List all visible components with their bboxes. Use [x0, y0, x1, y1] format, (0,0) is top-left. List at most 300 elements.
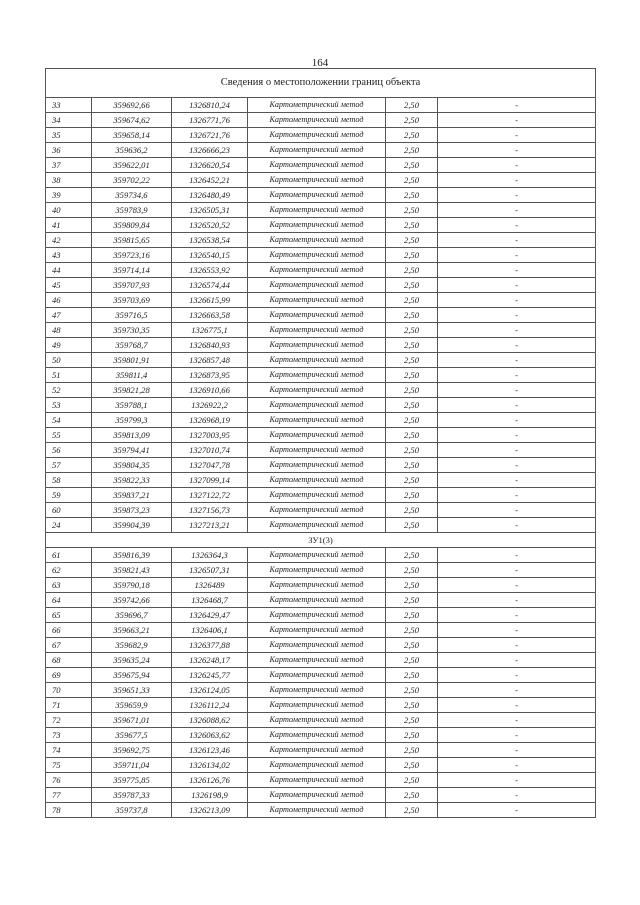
table-row: [46, 758, 596, 773]
x-coordinate: 359659,9: [92, 698, 172, 713]
accuracy-cell: 2,50: [386, 458, 438, 473]
table-row: [46, 173, 596, 188]
x-coordinate: 359790,18: [92, 578, 172, 593]
coordinates-table: [45, 68, 596, 818]
x-coordinate: 359663,21: [92, 623, 172, 638]
point-number: 43: [46, 248, 92, 263]
point-number: 42: [46, 233, 92, 248]
point-number: 70: [46, 683, 92, 698]
accuracy-cell: 2,50: [386, 113, 438, 128]
description-cell: -: [438, 203, 596, 218]
description-cell: -: [438, 488, 596, 503]
accuracy-cell: 2,50: [386, 593, 438, 608]
method-cell: Картометрический метод: [248, 143, 386, 158]
description-cell: -: [438, 173, 596, 188]
accuracy-cell: 2,50: [386, 548, 438, 563]
description-cell: -: [438, 398, 596, 413]
description-cell: -: [438, 503, 596, 518]
accuracy-cell: 2,50: [386, 338, 438, 353]
description-cell: -: [438, 713, 596, 728]
point-number: 39: [46, 188, 92, 203]
y-coordinate: 1326666,23: [172, 143, 248, 158]
description-cell: -: [438, 113, 596, 128]
table-row: [46, 698, 596, 713]
method-cell: Картометрический метод: [248, 563, 386, 578]
point-number: 49: [46, 338, 92, 353]
y-coordinate: 1326088,62: [172, 713, 248, 728]
y-coordinate: 1326910,66: [172, 383, 248, 398]
point-number: 36: [46, 143, 92, 158]
x-coordinate: 359723,16: [92, 248, 172, 263]
method-cell: Картометрический метод: [248, 608, 386, 623]
method-cell: Картометрический метод: [248, 293, 386, 308]
x-coordinate: 359702,22: [92, 173, 172, 188]
y-coordinate: 1326429,47: [172, 608, 248, 623]
accuracy-cell: 2,50: [386, 563, 438, 578]
description-cell: -: [438, 323, 596, 338]
description-cell: -: [438, 383, 596, 398]
y-coordinate: 1326480,49: [172, 188, 248, 203]
x-coordinate: 359804,35: [92, 458, 172, 473]
point-number: 24: [46, 518, 92, 533]
x-coordinate: 359788,1: [92, 398, 172, 413]
x-coordinate: 359742,66: [92, 593, 172, 608]
point-number: 55: [46, 428, 92, 443]
y-coordinate: 1326406,1: [172, 623, 248, 638]
x-coordinate: 359622,01: [92, 158, 172, 173]
description-cell: -: [438, 728, 596, 743]
accuracy-cell: 2,50: [386, 608, 438, 623]
y-coordinate: 1326468,7: [172, 593, 248, 608]
table-row: [46, 473, 596, 488]
y-coordinate: 1327213,21: [172, 518, 248, 533]
description-cell: -: [438, 413, 596, 428]
y-coordinate: 1326615,99: [172, 293, 248, 308]
point-number: 58: [46, 473, 92, 488]
accuracy-cell: 2,50: [386, 758, 438, 773]
y-coordinate: 1326540,15: [172, 248, 248, 263]
y-coordinate: 1326771,76: [172, 113, 248, 128]
y-coordinate: 1326134,02: [172, 758, 248, 773]
table-row: [46, 773, 596, 788]
x-coordinate: 359674,62: [92, 113, 172, 128]
point-number: 67: [46, 638, 92, 653]
point-number: 41: [46, 218, 92, 233]
accuracy-cell: 2,50: [386, 503, 438, 518]
method-cell: Картометрический метод: [248, 443, 386, 458]
x-coordinate: 359801,91: [92, 353, 172, 368]
accuracy-cell: 2,50: [386, 218, 438, 233]
y-coordinate: 1326505,31: [172, 203, 248, 218]
method-cell: Картометрический метод: [248, 248, 386, 263]
table-row: [46, 338, 596, 353]
point-number: 65: [46, 608, 92, 623]
x-coordinate: 359794,41: [92, 443, 172, 458]
table-row: [46, 233, 596, 248]
point-number: 50: [46, 353, 92, 368]
description-cell: -: [438, 608, 596, 623]
x-coordinate: 359677,5: [92, 728, 172, 743]
method-cell: Картометрический метод: [248, 758, 386, 773]
accuracy-cell: 2,50: [386, 278, 438, 293]
description-cell: -: [438, 518, 596, 533]
method-cell: Картометрический метод: [248, 323, 386, 338]
method-cell: Картометрический метод: [248, 728, 386, 743]
point-number: 47: [46, 308, 92, 323]
accuracy-cell: 2,50: [386, 728, 438, 743]
method-cell: Картометрический метод: [248, 263, 386, 278]
y-coordinate: 1326721,76: [172, 128, 248, 143]
method-cell: Картометрический метод: [248, 473, 386, 488]
table-row: [46, 788, 596, 803]
y-coordinate: 1326198,9: [172, 788, 248, 803]
method-cell: Картометрический метод: [248, 668, 386, 683]
method-cell: Картометрический метод: [248, 653, 386, 668]
accuracy-cell: 2,50: [386, 248, 438, 263]
y-coordinate: 1326112,24: [172, 698, 248, 713]
accuracy-cell: 2,50: [386, 428, 438, 443]
point-number: 68: [46, 653, 92, 668]
table-row: [46, 218, 596, 233]
description-cell: -: [438, 188, 596, 203]
y-coordinate: 1327010,74: [172, 443, 248, 458]
x-coordinate: 359809,84: [92, 218, 172, 233]
accuracy-cell: 2,50: [386, 668, 438, 683]
description-cell: -: [438, 278, 596, 293]
table-row: [46, 458, 596, 473]
accuracy-cell: 2,50: [386, 788, 438, 803]
description-cell: -: [438, 473, 596, 488]
accuracy-cell: 2,50: [386, 368, 438, 383]
accuracy-cell: 2,50: [386, 128, 438, 143]
point-number: 33: [46, 98, 92, 113]
description-cell: -: [438, 338, 596, 353]
title-row: [46, 69, 596, 98]
method-cell: Картометрический метод: [248, 98, 386, 113]
accuracy-cell: 2,50: [386, 188, 438, 203]
method-cell: Картометрический метод: [248, 218, 386, 233]
y-coordinate: 1326840,93: [172, 338, 248, 353]
y-coordinate: 1326538,54: [172, 233, 248, 248]
accuracy-cell: 2,50: [386, 413, 438, 428]
accuracy-cell: 2,50: [386, 443, 438, 458]
description-cell: -: [438, 143, 596, 158]
method-cell: Картометрический метод: [248, 788, 386, 803]
x-coordinate: 359811,4: [92, 368, 172, 383]
description-cell: -: [438, 368, 596, 383]
description-cell: -: [438, 563, 596, 578]
table-row: [46, 728, 596, 743]
point-number: 56: [46, 443, 92, 458]
point-number: 63: [46, 578, 92, 593]
description-cell: -: [438, 308, 596, 323]
y-coordinate: 1326126,76: [172, 773, 248, 788]
y-coordinate: 1326857,48: [172, 353, 248, 368]
method-cell: Картометрический метод: [248, 638, 386, 653]
method-cell: Картометрический метод: [248, 593, 386, 608]
accuracy-cell: 2,50: [386, 803, 438, 818]
method-cell: Картометрический метод: [248, 803, 386, 818]
accuracy-cell: 2,50: [386, 713, 438, 728]
point-number: 59: [46, 488, 92, 503]
description-cell: -: [438, 698, 596, 713]
table-row: [46, 803, 596, 818]
section-label: ЗУ1(3): [46, 533, 596, 548]
method-cell: Картометрический метод: [248, 683, 386, 698]
table-row: [46, 548, 596, 563]
y-coordinate: 1326922,2: [172, 398, 248, 413]
x-coordinate: 359636,2: [92, 143, 172, 158]
x-coordinate: 359821,43: [92, 563, 172, 578]
y-coordinate: 1326810,24: [172, 98, 248, 113]
method-cell: Картометрический метод: [248, 203, 386, 218]
point-number: 77: [46, 788, 92, 803]
table-row: [46, 128, 596, 143]
x-coordinate: 359716,5: [92, 308, 172, 323]
accuracy-cell: 2,50: [386, 773, 438, 788]
accuracy-cell: 2,50: [386, 398, 438, 413]
accuracy-cell: 2,50: [386, 308, 438, 323]
table-row: [46, 278, 596, 293]
x-coordinate: 359775,85: [92, 773, 172, 788]
table-row: [46, 203, 596, 218]
table-row: [46, 683, 596, 698]
y-coordinate: 1327003,95: [172, 428, 248, 443]
description-cell: -: [438, 233, 596, 248]
table-row: [46, 578, 596, 593]
table-row: [46, 368, 596, 383]
table-row: [46, 293, 596, 308]
point-number: 69: [46, 668, 92, 683]
page-number: 164: [311, 57, 329, 69]
accuracy-cell: 2,50: [386, 638, 438, 653]
point-number: 34: [46, 113, 92, 128]
description-cell: -: [438, 593, 596, 608]
table-row: [46, 668, 596, 683]
table-row: [46, 743, 596, 758]
x-coordinate: 359837,21: [92, 488, 172, 503]
method-cell: Картометрический метод: [248, 548, 386, 563]
description-cell: -: [438, 653, 596, 668]
table-row: [46, 593, 596, 608]
y-coordinate: 1326574,44: [172, 278, 248, 293]
method-cell: Картометрический метод: [248, 338, 386, 353]
method-cell: Картометрический метод: [248, 383, 386, 398]
description-cell: -: [438, 428, 596, 443]
description-cell: -: [438, 578, 596, 593]
x-coordinate: 359783,9: [92, 203, 172, 218]
description-cell: -: [438, 683, 596, 698]
point-number: 76: [46, 773, 92, 788]
table-row: [46, 398, 596, 413]
table-row: [46, 98, 596, 113]
accuracy-cell: 2,50: [386, 518, 438, 533]
table-row: [46, 113, 596, 128]
table-row: [46, 608, 596, 623]
table-title: Сведения о местоположении границ объекта: [46, 69, 596, 98]
point-number: 37: [46, 158, 92, 173]
accuracy-cell: 2,50: [386, 743, 438, 758]
point-number: 46: [46, 293, 92, 308]
x-coordinate: 359671,01: [92, 713, 172, 728]
description-cell: -: [438, 788, 596, 803]
y-coordinate: 1327047,78: [172, 458, 248, 473]
x-coordinate: 359682,9: [92, 638, 172, 653]
method-cell: Картометрический метод: [248, 188, 386, 203]
description-cell: -: [438, 248, 596, 263]
point-number: 75: [46, 758, 92, 773]
description-cell: -: [438, 158, 596, 173]
y-coordinate: 1326124,05: [172, 683, 248, 698]
accuracy-cell: 2,50: [386, 353, 438, 368]
description-cell: -: [438, 218, 596, 233]
point-number: 64: [46, 593, 92, 608]
method-cell: Картометрический метод: [248, 113, 386, 128]
method-cell: Картометрический метод: [248, 173, 386, 188]
y-coordinate: 1326213,09: [172, 803, 248, 818]
method-cell: Картометрический метод: [248, 278, 386, 293]
y-coordinate: 1326377,88: [172, 638, 248, 653]
description-cell: -: [438, 668, 596, 683]
y-coordinate: 1327122,72: [172, 488, 248, 503]
description-cell: -: [438, 743, 596, 758]
x-coordinate: 359707,93: [92, 278, 172, 293]
description-cell: -: [438, 128, 596, 143]
x-coordinate: 359816,39: [92, 548, 172, 563]
x-coordinate: 359873,23: [92, 503, 172, 518]
x-coordinate: 359711,04: [92, 758, 172, 773]
y-coordinate: 1326507,31: [172, 563, 248, 578]
method-cell: Картометрический метод: [248, 518, 386, 533]
method-cell: Картометрический метод: [248, 353, 386, 368]
method-cell: Картометрический метод: [248, 368, 386, 383]
description-cell: -: [438, 803, 596, 818]
table-row: [46, 188, 596, 203]
x-coordinate: 359813,09: [92, 428, 172, 443]
table-row: [46, 623, 596, 638]
method-cell: Картометрический метод: [248, 308, 386, 323]
y-coordinate: 1326245,77: [172, 668, 248, 683]
x-coordinate: 359714,14: [92, 263, 172, 278]
x-coordinate: 359635,24: [92, 653, 172, 668]
x-coordinate: 359651,33: [92, 683, 172, 698]
point-number: 71: [46, 698, 92, 713]
section-row: [46, 533, 596, 548]
accuracy-cell: 2,50: [386, 578, 438, 593]
y-coordinate: 1326968,19: [172, 413, 248, 428]
method-cell: Картометрический метод: [248, 743, 386, 758]
point-number: 60: [46, 503, 92, 518]
x-coordinate: 359821,28: [92, 383, 172, 398]
description-cell: -: [438, 638, 596, 653]
y-coordinate: 1326775,1: [172, 323, 248, 338]
x-coordinate: 359787,33: [92, 788, 172, 803]
method-cell: Картометрический метод: [248, 458, 386, 473]
point-number: 52: [46, 383, 92, 398]
table-row: [46, 383, 596, 398]
point-number: 73: [46, 728, 92, 743]
point-number: 78: [46, 803, 92, 818]
y-coordinate: 1327156,73: [172, 503, 248, 518]
description-cell: -: [438, 293, 596, 308]
table-row: [46, 353, 596, 368]
accuracy-cell: 2,50: [386, 173, 438, 188]
x-coordinate: 359822,33: [92, 473, 172, 488]
accuracy-cell: 2,50: [386, 473, 438, 488]
point-number: 45: [46, 278, 92, 293]
accuracy-cell: 2,50: [386, 263, 438, 278]
accuracy-cell: 2,50: [386, 143, 438, 158]
accuracy-cell: 2,50: [386, 203, 438, 218]
point-number: 54: [46, 413, 92, 428]
y-coordinate: 1326663,58: [172, 308, 248, 323]
table-row: [46, 503, 596, 518]
table-body: [46, 69, 596, 818]
y-coordinate: 1327099,14: [172, 473, 248, 488]
method-cell: Картометрический метод: [248, 128, 386, 143]
accuracy-cell: 2,50: [386, 488, 438, 503]
method-cell: Картометрический метод: [248, 413, 386, 428]
method-cell: Картометрический метод: [248, 503, 386, 518]
y-coordinate: 1326364,3: [172, 548, 248, 563]
method-cell: Картометрический метод: [248, 698, 386, 713]
point-number: 51: [46, 368, 92, 383]
method-cell: Картометрический метод: [248, 428, 386, 443]
point-number: 53: [46, 398, 92, 413]
x-coordinate: 359815,65: [92, 233, 172, 248]
description-cell: -: [438, 443, 596, 458]
y-coordinate: 1326123,46: [172, 743, 248, 758]
description-cell: -: [438, 773, 596, 788]
method-cell: Картометрический метод: [248, 398, 386, 413]
x-coordinate: 359730,35: [92, 323, 172, 338]
point-number: 44: [46, 263, 92, 278]
table-row: [46, 443, 596, 458]
y-coordinate: 1326248,17: [172, 653, 248, 668]
method-cell: Картометрический метод: [248, 233, 386, 248]
accuracy-cell: 2,50: [386, 158, 438, 173]
method-cell: Картометрический метод: [248, 713, 386, 728]
y-coordinate: 1326452,21: [172, 173, 248, 188]
method-cell: Картометрический метод: [248, 773, 386, 788]
accuracy-cell: 2,50: [386, 323, 438, 338]
point-number: 40: [46, 203, 92, 218]
point-number: 74: [46, 743, 92, 758]
description-cell: -: [438, 623, 596, 638]
table-row: [46, 263, 596, 278]
accuracy-cell: 2,50: [386, 383, 438, 398]
x-coordinate: 359904,39: [92, 518, 172, 533]
x-coordinate: 359737,8: [92, 803, 172, 818]
table-row: [46, 248, 596, 263]
method-cell: Картометрический метод: [248, 158, 386, 173]
method-cell: Картометрический метод: [248, 623, 386, 638]
point-number: 66: [46, 623, 92, 638]
table-row: [46, 488, 596, 503]
method-cell: Картометрический метод: [248, 488, 386, 503]
point-number: 38: [46, 173, 92, 188]
x-coordinate: 359675,94: [92, 668, 172, 683]
accuracy-cell: 2,50: [386, 623, 438, 638]
point-number: 57: [46, 458, 92, 473]
point-number: 62: [46, 563, 92, 578]
description-cell: -: [438, 263, 596, 278]
description-cell: -: [438, 458, 596, 473]
y-coordinate: 1326620,54: [172, 158, 248, 173]
y-coordinate: 1326553,92: [172, 263, 248, 278]
table-row: [46, 638, 596, 653]
table-row: [46, 653, 596, 668]
